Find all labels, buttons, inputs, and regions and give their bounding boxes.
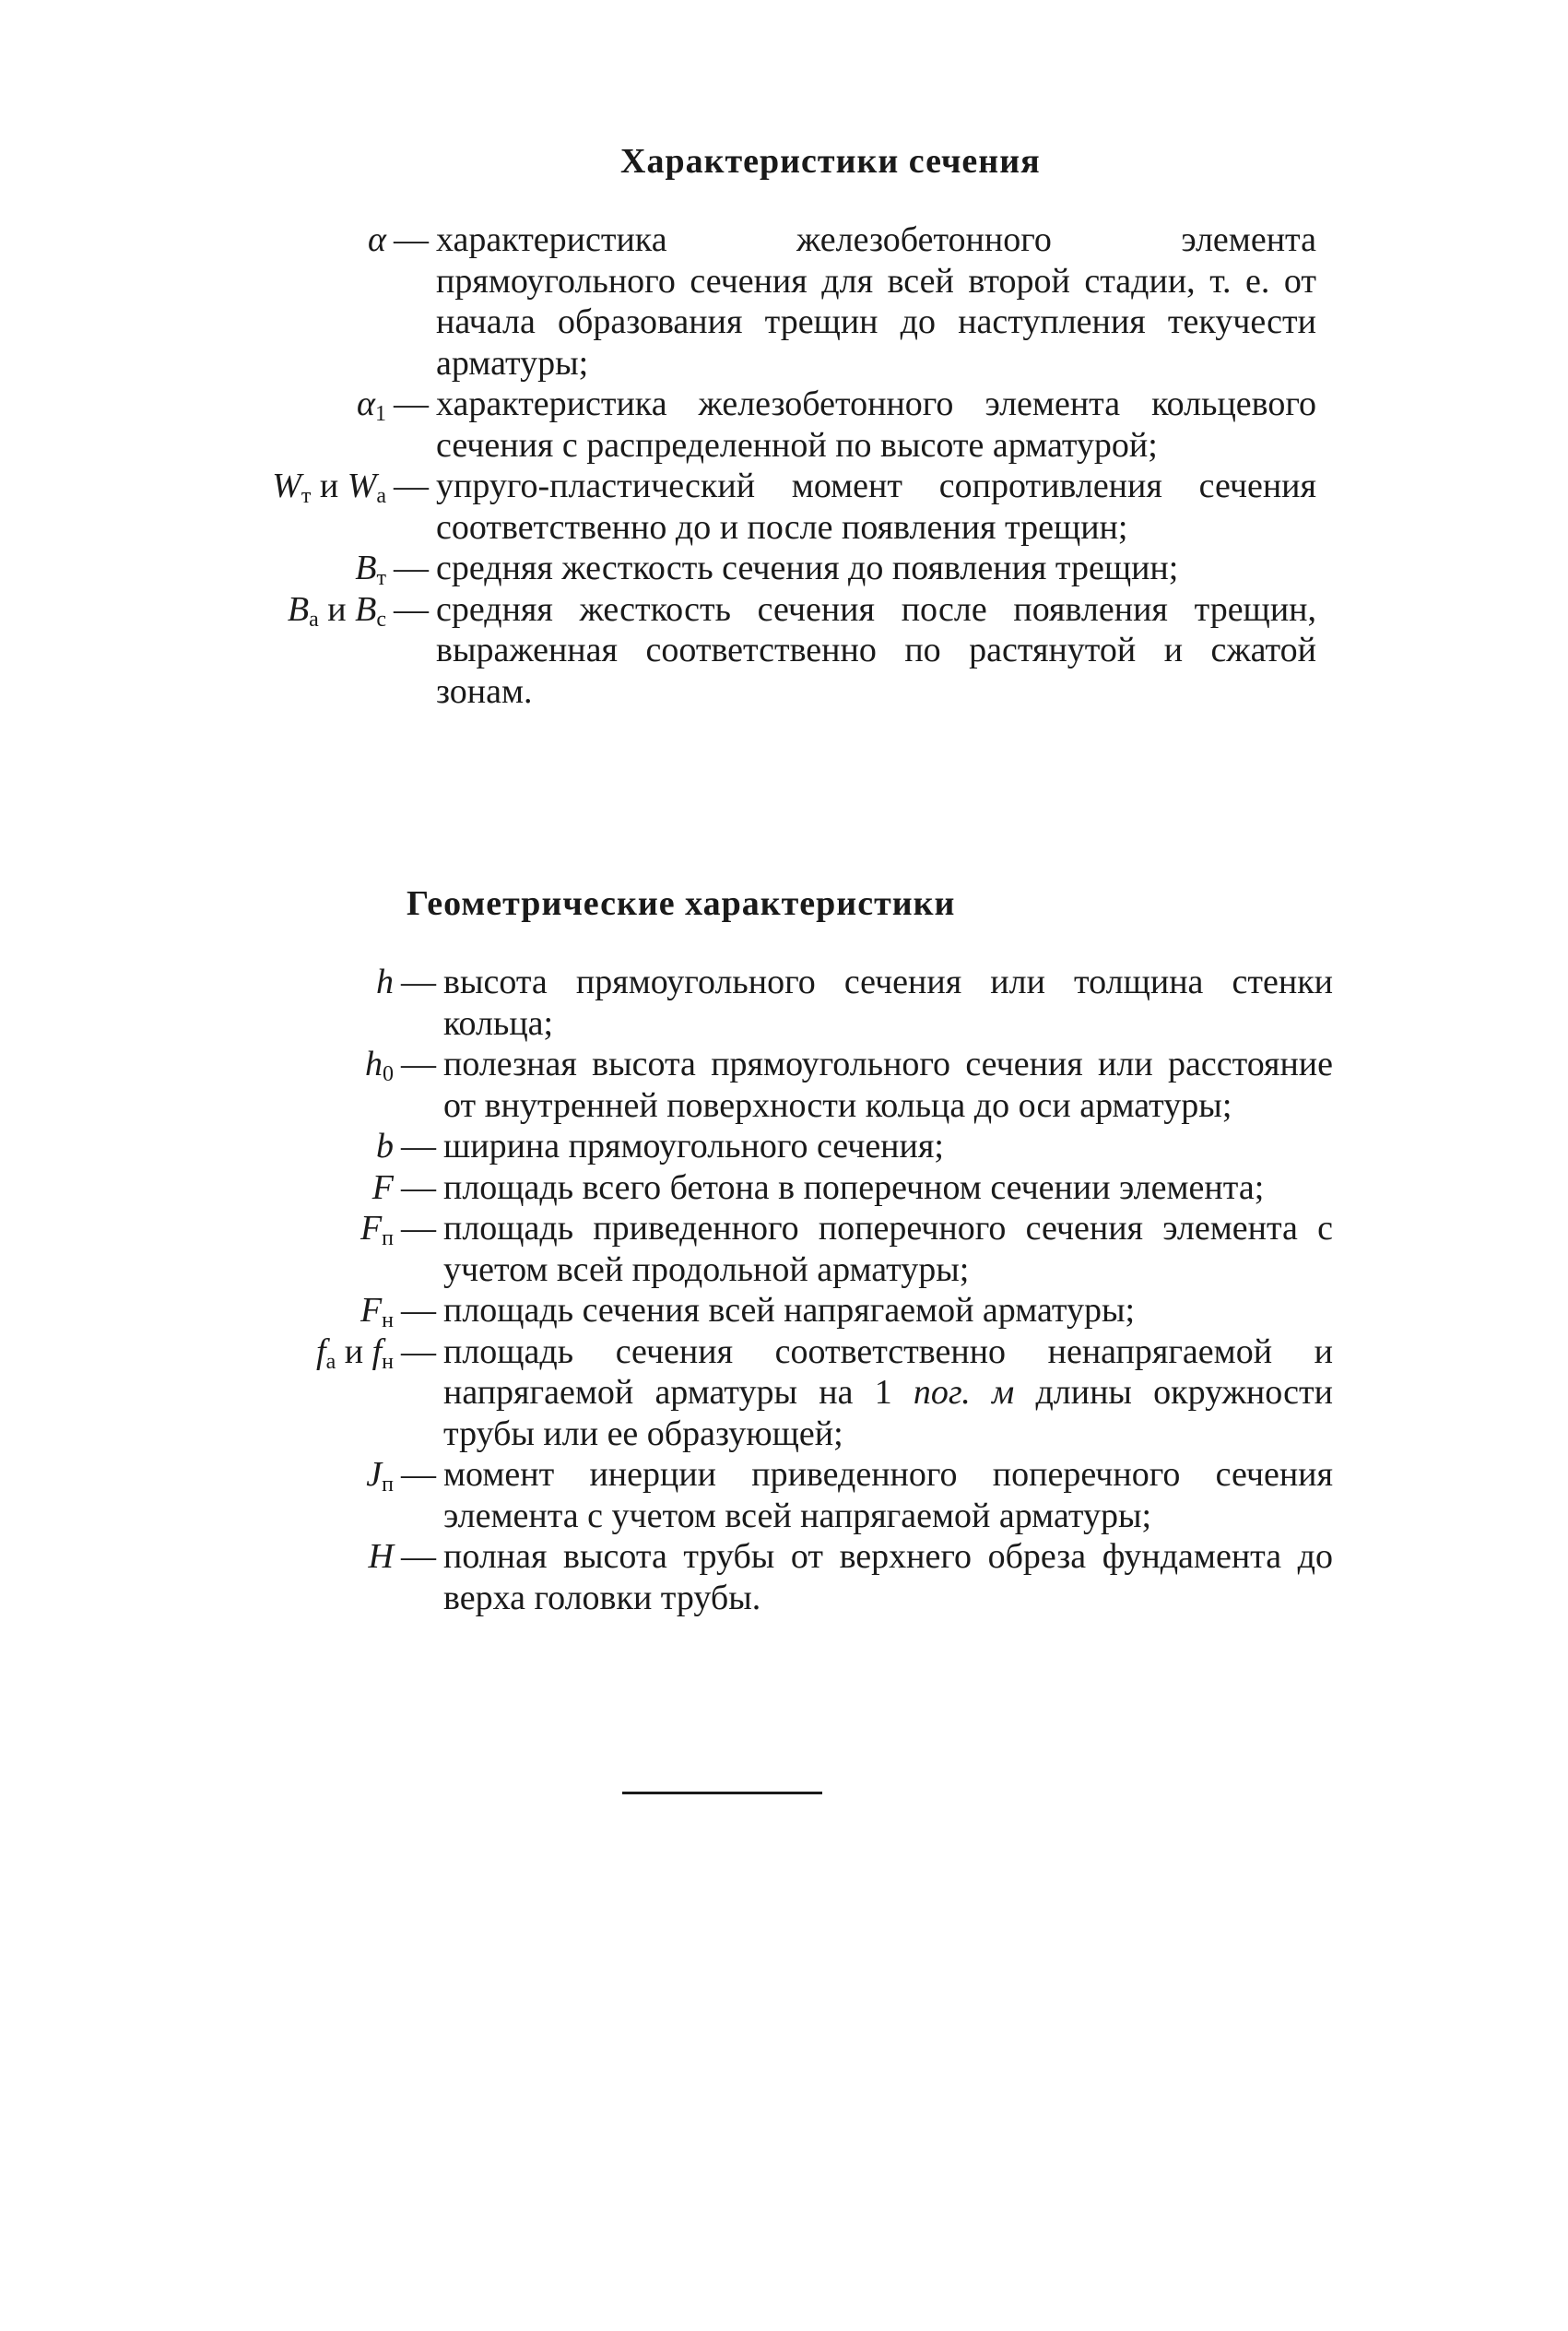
definition-item bbox=[0, 1454, 1568, 1536]
definition-item bbox=[0, 1290, 1568, 1331]
definition-dash: — bbox=[401, 1291, 436, 1330]
end-rule-divider bbox=[622, 1792, 822, 1794]
definition-dash: — bbox=[394, 220, 429, 259]
unit-label: пог. м bbox=[913, 1373, 1015, 1412]
definition-text: полная высота трубы от верхнего обреза фундамента до верха головки трубы. bbox=[443, 1537, 1333, 1617]
definition-term: $h_0$ bbox=[365, 1045, 394, 1086]
definition-item bbox=[0, 1126, 1568, 1167]
definition-dash: — bbox=[401, 1537, 436, 1576]
definition-term: $W_т$ и $W_а$ bbox=[272, 467, 386, 508]
definition-text: ширина прямоугольного сечения; bbox=[443, 1127, 944, 1166]
definition-dash: — bbox=[401, 963, 436, 1001]
definition-dash: — bbox=[401, 1455, 436, 1494]
definition-item bbox=[0, 466, 1568, 548]
definition-item bbox=[0, 1167, 1568, 1209]
definition-dash: — bbox=[401, 1167, 436, 1207]
definition-text: площадь сечения всей напрягаемой арматуры; bbox=[443, 1291, 1136, 1330]
definition-text: высота прямоугольного сечения или толщина стенки кольца; bbox=[443, 963, 1333, 1043]
definition-dash: — bbox=[401, 1045, 436, 1083]
definition-dash: — bbox=[401, 1127, 436, 1166]
definition-text: площадь всего бетона в поперечном сечении элемента; bbox=[443, 1167, 1265, 1207]
section-heading-cross-section: Характеристики сечения bbox=[620, 142, 1041, 181]
definition-term: $F_н$ bbox=[360, 1291, 394, 1332]
definition-term: $F_п$ bbox=[360, 1209, 394, 1250]
definition-term: $f_а$ и $f_н$ bbox=[316, 1331, 394, 1374]
definition-term: $J_п$ bbox=[366, 1455, 394, 1497]
definition-item bbox=[0, 962, 1568, 1044]
section-heading-geometry: Геометрические характеристики bbox=[407, 884, 956, 923]
definition-term: H bbox=[368, 1537, 394, 1576]
definition-dash: — bbox=[394, 467, 429, 505]
definition-term: h bbox=[376, 963, 394, 1001]
definition-dash: — bbox=[401, 1209, 436, 1248]
definition-text: момент инерции приведенного поперечного сечения элемента с учетом всей напрягаемой арматуры; bbox=[443, 1455, 1333, 1535]
definition-dash: — bbox=[394, 589, 429, 629]
definition-text: упруго-пластический момент сопротивления сечения соответственно до и после появления трещин; bbox=[436, 467, 1316, 547]
definition-dash: — bbox=[401, 1331, 436, 1371]
geometry-definitions bbox=[0, 962, 1568, 1618]
definition-item bbox=[0, 1044, 1568, 1126]
definition-term: F bbox=[371, 1167, 394, 1207]
definition-dash: — bbox=[394, 385, 429, 423]
definition-term: b bbox=[376, 1127, 394, 1166]
definition-text: полезная высота прямоугольного сечения или расстояние от внутренней поверхности кольца до оси арматуры; bbox=[443, 1045, 1333, 1125]
definition-term: $B_т$ bbox=[355, 549, 386, 590]
definition-item bbox=[0, 589, 1568, 713]
definition-item bbox=[0, 1536, 1568, 1618]
definition-item bbox=[0, 1331, 1568, 1455]
definition-term: $\alpha_1$ bbox=[357, 385, 386, 426]
definition-item bbox=[0, 219, 1568, 384]
definition-text: площадь приведенного поперечного сечения элемента с учетом всей продольной арматуры; bbox=[443, 1209, 1333, 1289]
definition-item bbox=[0, 1208, 1568, 1290]
definition-term: α bbox=[368, 220, 386, 259]
definition-item bbox=[0, 384, 1568, 466]
definition-text: характеристика железобетонного элемента кольцевого сечения с распределенной по высоте арматурой; bbox=[436, 385, 1316, 465]
cross-section-definitions bbox=[0, 219, 1568, 712]
definition-term: $B_а$ и $B_с$ bbox=[287, 589, 386, 632]
definition-item bbox=[0, 548, 1568, 589]
definition-text: средняя жесткость сечения после появления трещин, выраженная соответственно по растянутой и сжатой зонам. bbox=[436, 589, 1316, 711]
definition-text: площадь сечения соответственно ненапрягаемой и напрягаемой арматуры на 1 пог. м длины окружности трубы или ее образующей; bbox=[443, 1331, 1333, 1453]
definition-dash: — bbox=[394, 549, 429, 587]
definition-text: средняя жесткость сечения до появления трещин; bbox=[436, 549, 1179, 587]
definition-text: характеристика железобетонного элемента прямоугольного сечения для всей второй стадии, т. е. от начала образования трещин до наступления текучести арматуры; bbox=[436, 220, 1316, 383]
